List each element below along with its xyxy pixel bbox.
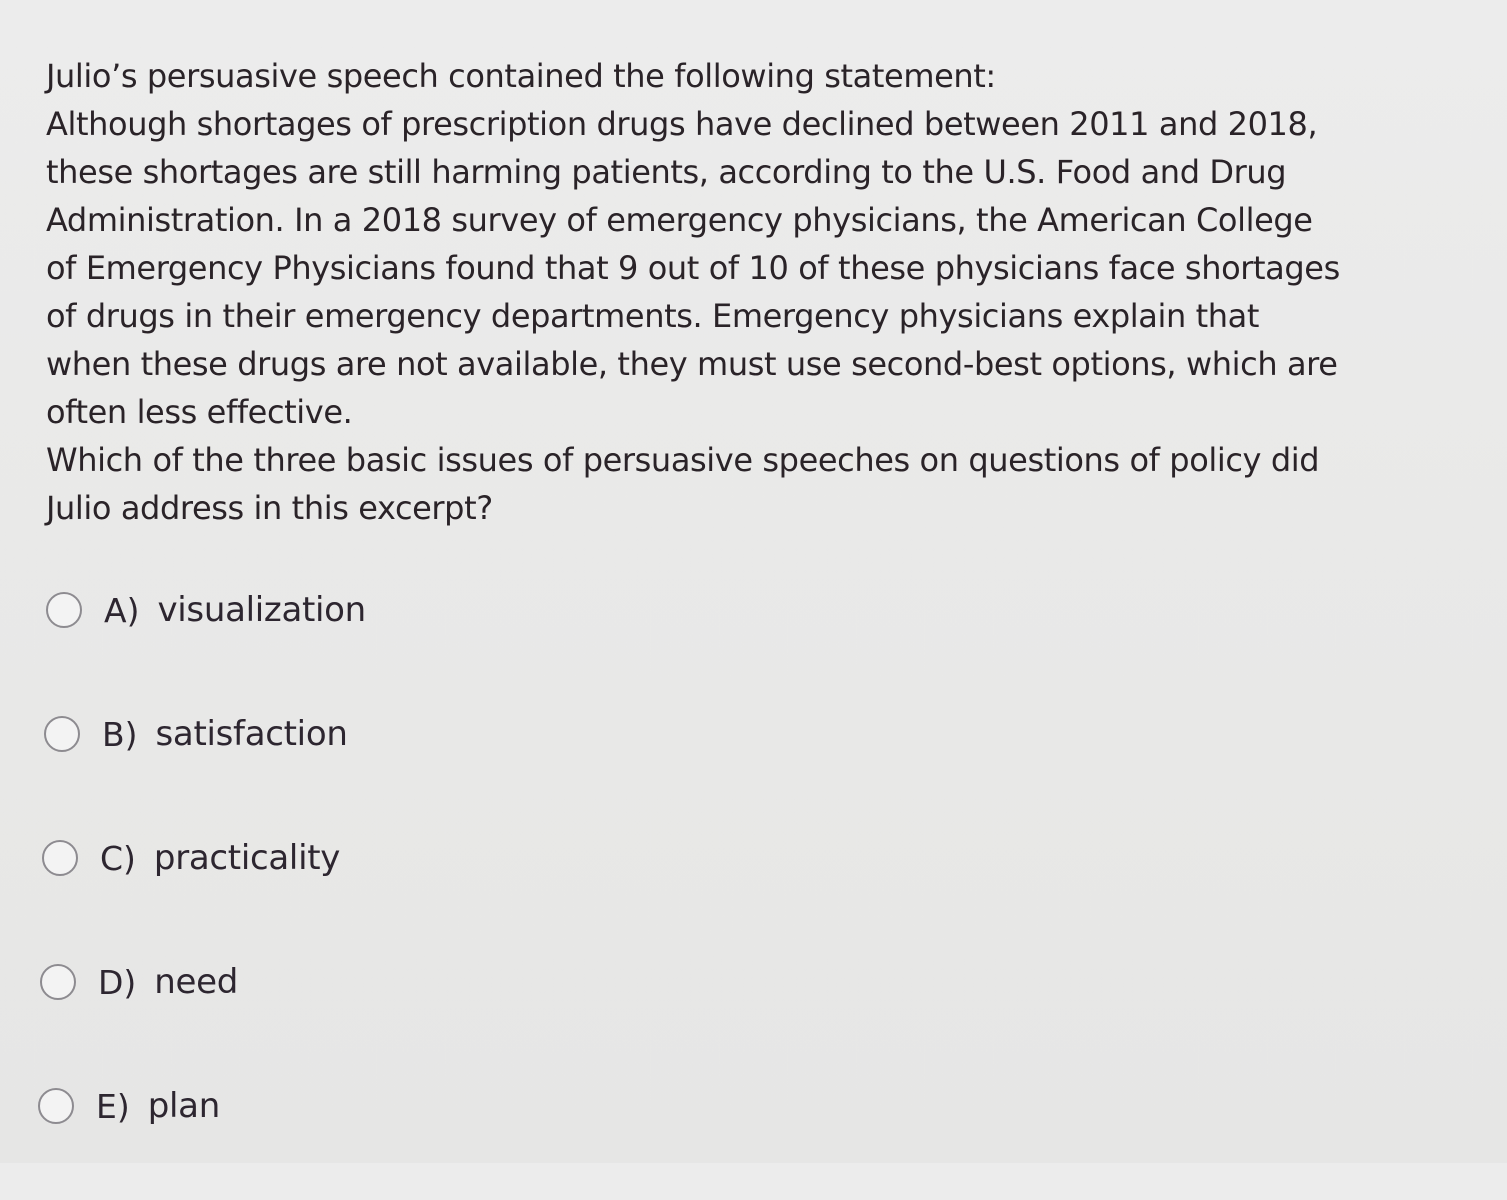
option-letter: E) xyxy=(96,1086,130,1126)
option-letter: D) xyxy=(98,962,137,1002)
option-b[interactable] xyxy=(44,704,740,764)
question-statement: Although shortages of prescription drugs have declined between 2011 and 2018, these shortages are still harming patients, according to the U.S. Food and Drug Administration. In a 2018 survey of emergency physicians, the American College of Emergency Physicians found that 9 out of 10 of these physicians face shortages of drugs in their emergency departments. Emergency physicians explain that when these drugs are not available, they must use second-best options, which are often less effective. xyxy=(46,105,1340,431)
answer-options xyxy=(40,580,740,1200)
option-letter: B) xyxy=(102,714,138,754)
question-intro: Julio’s persuasive speech contained the following statement: xyxy=(46,57,996,95)
option-label: satisfaction xyxy=(155,714,348,754)
question-block xyxy=(46,52,1346,532)
radio-button-c[interactable] xyxy=(42,840,78,876)
option-letter: C) xyxy=(100,838,136,878)
radio-button-e[interactable] xyxy=(38,1088,74,1124)
radio-button-b[interactable] xyxy=(44,716,80,752)
option-c[interactable] xyxy=(42,828,740,888)
option-label: plan xyxy=(147,1086,220,1126)
radio-button-a[interactable] xyxy=(46,592,82,628)
option-label: practicality xyxy=(153,838,341,878)
option-a[interactable] xyxy=(46,580,740,640)
option-d[interactable] xyxy=(40,952,740,1012)
option-letter: A) xyxy=(104,590,140,630)
option-label: need xyxy=(154,962,239,1002)
option-e[interactable] xyxy=(38,1076,740,1136)
radio-button-d[interactable] xyxy=(40,964,76,1000)
option-label: visualization xyxy=(157,590,366,630)
question-prompt: Which of the three basic issues of persuasive speeches on questions of policy did Julio address in this excerpt? xyxy=(46,441,1320,527)
